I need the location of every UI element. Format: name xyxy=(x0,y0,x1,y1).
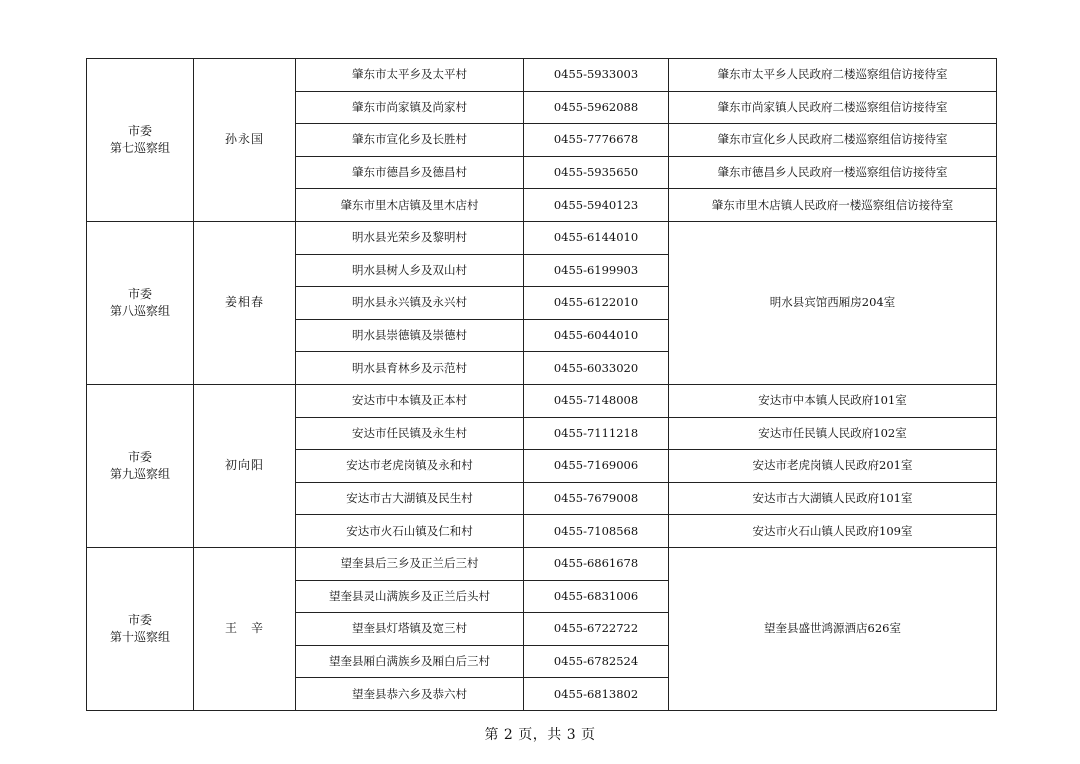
group-leader-cell: 初向阳 xyxy=(194,384,296,547)
phone-cell: 0455-6831006 xyxy=(524,580,669,613)
page-footer: 第 2 页，共 3 页 xyxy=(484,727,596,743)
group-name-line2: 第八巡察组 xyxy=(109,303,170,318)
location-cell: 安达市中本镇人民政府101室 xyxy=(669,384,997,417)
table-row xyxy=(87,221,997,254)
group-leader-cell: 王 辛 xyxy=(194,547,296,710)
phone-cell: 0455-7679008 xyxy=(524,482,669,515)
phone-cell: 0455-5940123 xyxy=(524,189,669,222)
area-cell: 安达市中本镇及正本村 xyxy=(296,384,524,417)
area-cell: 安达市老虎岗镇及永和村 xyxy=(296,450,524,483)
phone-cell: 0455-7108568 xyxy=(524,515,669,548)
area-cell: 望奎县恭六乡及恭六村 xyxy=(296,678,524,711)
area-cell: 肇东市里木店镇及里木店村 xyxy=(296,189,524,222)
group-name-line1: 市委 xyxy=(127,286,152,301)
group-name-cell xyxy=(87,221,194,384)
phone-cell: 0455-6199903 xyxy=(524,254,669,287)
location-cell: 安达市老虎岗镇人民政府201室 xyxy=(669,450,997,483)
phone-cell: 0455-5935650 xyxy=(524,156,669,189)
phone-cell: 0455-6044010 xyxy=(524,319,669,352)
area-cell: 肇东市尚家镇及尚家村 xyxy=(296,91,524,124)
area-cell: 明水县崇德镇及崇德村 xyxy=(296,319,524,352)
phone-cell: 0455-5933003 xyxy=(524,59,669,92)
phone-cell: 0455-6033020 xyxy=(524,352,669,385)
phone-cell: 0455-5962088 xyxy=(524,91,669,124)
phone-cell: 0455-7111218 xyxy=(524,417,669,450)
table-row xyxy=(87,547,997,580)
area-cell: 安达市火石山镇及仁和村 xyxy=(296,515,524,548)
table-row xyxy=(87,384,997,417)
group-name-line2: 第七巡察组 xyxy=(109,140,170,155)
area-cell: 安达市古大湖镇及民生村 xyxy=(296,482,524,515)
table-body xyxy=(87,59,997,711)
area-cell: 肇东市太平乡及太平村 xyxy=(296,59,524,92)
location-cell: 安达市任民镇人民政府102室 xyxy=(669,417,997,450)
phone-cell: 0455-6122010 xyxy=(524,287,669,320)
group-name-line1: 市委 xyxy=(127,449,152,464)
phone-cell: 0455-7148008 xyxy=(524,384,669,417)
group-name-line2: 第十巡察组 xyxy=(109,629,170,644)
phone-cell: 0455-6144010 xyxy=(524,221,669,254)
phone-cell: 0455-6782524 xyxy=(524,645,669,678)
location-cell: 安达市古大湖镇人民政府101室 xyxy=(669,482,997,515)
location-cell: 肇东市德昌乡人民政府一楼巡察组信访接待室 xyxy=(669,156,997,189)
group-name-line2: 第九巡察组 xyxy=(109,466,170,481)
location-cell: 肇东市尚家镇人民政府二楼巡察组信访接待室 xyxy=(669,91,997,124)
area-cell: 安达市任民镇及永生村 xyxy=(296,417,524,450)
location-cell: 肇东市宣化乡人民政府二楼巡察组信访接待室 xyxy=(669,124,997,157)
area-cell: 明水县树人乡及双山村 xyxy=(296,254,524,287)
table-row xyxy=(87,59,997,92)
area-cell: 望奎县灵山满族乡及正兰后头村 xyxy=(296,580,524,613)
area-cell: 望奎县灯塔镇及宽三村 xyxy=(296,613,524,646)
phone-cell: 0455-6813802 xyxy=(524,678,669,711)
area-cell: 肇东市宣化乡及长胜村 xyxy=(296,124,524,157)
area-cell: 明水县育林乡及示范村 xyxy=(296,352,524,385)
phone-cell: 0455-6861678 xyxy=(524,547,669,580)
location-cell: 肇东市里木店镇人民政府一楼巡察组信访接待室 xyxy=(669,189,997,222)
location-cell: 肇东市太平乡人民政府二楼巡察组信访接待室 xyxy=(669,59,997,92)
phone-cell: 0455-7169006 xyxy=(524,450,669,483)
area-cell: 明水县光荣乡及黎明村 xyxy=(296,221,524,254)
inspection-table xyxy=(86,58,997,711)
group-name-cell xyxy=(87,59,194,222)
group-name-cell xyxy=(87,547,194,710)
area-cell: 望奎县后三乡及正兰后三村 xyxy=(296,547,524,580)
area-cell: 望奎县厢白满族乡及厢白后三村 xyxy=(296,645,524,678)
phone-cell: 0455-6722722 xyxy=(524,613,669,646)
group-name-line1: 市委 xyxy=(127,123,152,138)
location-cell: 安达市火石山镇人民政府109室 xyxy=(669,515,997,548)
group-name-line1: 市委 xyxy=(127,612,152,627)
phone-cell: 0455-7776678 xyxy=(524,124,669,157)
group-name-cell xyxy=(87,384,194,547)
group-leader-cell: 姜相春 xyxy=(194,221,296,384)
location-cell: 望奎县盛世鸿源酒店626室 xyxy=(669,547,997,710)
group-leader-cell: 孙永国 xyxy=(194,59,296,222)
location-cell: 明水县宾馆西厢房204室 xyxy=(669,221,997,384)
area-cell: 明水县永兴镇及永兴村 xyxy=(296,287,524,320)
area-cell: 肇东市德昌乡及德昌村 xyxy=(296,156,524,189)
